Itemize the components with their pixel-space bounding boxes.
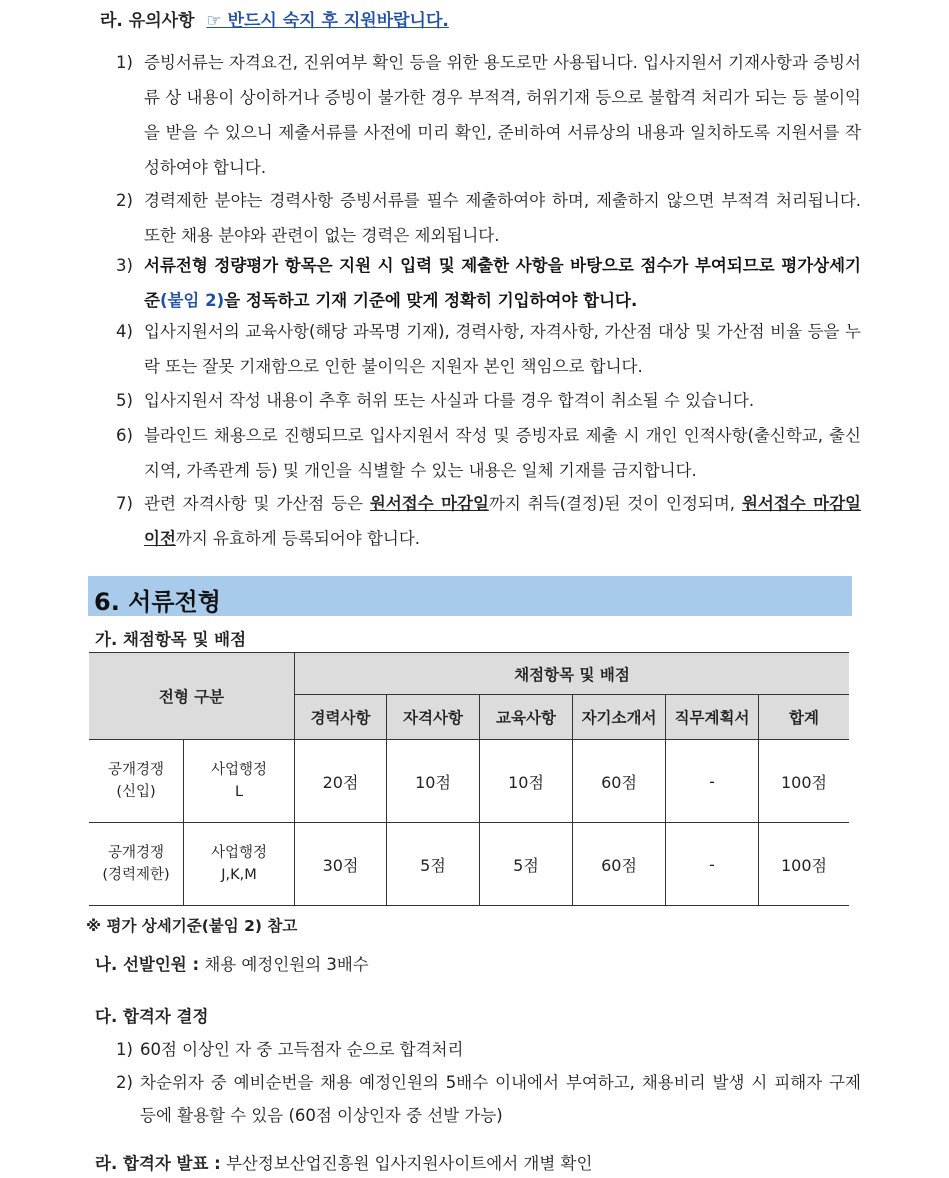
list-item-5	[116, 383, 861, 418]
col-header: 교육사항	[480, 695, 573, 740]
cell-value: 30점	[295, 823, 387, 906]
item-text: 입사지원서 작성 내용이 추후 허위 또는 사실과 다를 경우 합격이 취소될 수 있습니다.	[144, 391, 755, 410]
item-text	[144, 248, 861, 318]
section-header	[88, 576, 852, 616]
item-text: 증빙서류는 자격요건, 진위여부 확인 등을 위한 용도로만 사용됩니다. 입사지원서 기재사항과 증빙서류 상 내용이 상이하거나 증빙이 불가한 경우 부적격, 허위기재 등으로 불합격 처리가 되는 등 불이익을 받을 수 있으니 제출서류를 사전에 미리 확인, 준비하여 서류상의 내용과 일치하도록 지원서를 작성하여야 합니다.	[144, 53, 861, 177]
table-note: ※ 평가 상세기준(붙임 2) 참고	[86, 917, 298, 935]
item-number: 4)	[116, 322, 133, 341]
item-number: 3)	[116, 256, 133, 275]
item-text-part: 까지 취득(결정)된 것이 인정되며,	[488, 494, 742, 513]
item-number: 2)	[116, 191, 133, 210]
cell-value: -	[666, 823, 759, 906]
selection-count	[95, 951, 369, 975]
item-number: 1)	[116, 1040, 133, 1059]
cell-type	[89, 823, 184, 906]
col-header: 경력사항	[295, 695, 387, 740]
appendix-ref: (붙임 2)	[159, 291, 225, 310]
table-row	[89, 740, 849, 823]
cell-text: 공개경쟁	[107, 762, 165, 778]
item-text: 차순위자 중 예비순번을 채용 예정인원의 5배수 이내에서 부여하고, 채용비리 발생 시 피해자 구제 등에 활용할 수 있음 (60점 이상인자 중 선발 가능)	[140, 1073, 861, 1125]
item-text-part: 을 정독하고 기재 기준에 맞게 정확히 기입하여야 합니다.	[224, 291, 638, 310]
selection-label: 나. 선발인원 :	[95, 955, 200, 974]
subsection-title: 가. 채점항목 및 배점	[95, 630, 247, 649]
list-item-7	[116, 486, 861, 556]
list-item-6	[116, 418, 861, 488]
list-item-1	[116, 45, 861, 185]
announcement	[95, 1150, 592, 1174]
deadline-emphasis: 원서접수 마감일 이전	[144, 494, 861, 548]
announcement-text: 부산정보산업진흥원 입사지원사이트에서 개별 확인	[225, 1154, 593, 1173]
cell-text: (신입)	[116, 784, 156, 800]
cell-value: 5점	[387, 823, 480, 906]
cell-total: 100점	[759, 823, 850, 906]
item-number: 2)	[116, 1073, 133, 1092]
col-header: 합계	[759, 695, 850, 740]
heading-title: 라. 유의사항	[100, 11, 195, 31]
pass-decision-title: 다. 합격자 결정	[95, 1007, 209, 1026]
cell-value: 10점	[387, 740, 480, 823]
item-text: 60점 이상인 자 중 고득점자 순으로 합격처리	[140, 1040, 464, 1059]
pass-rule-1	[116, 1033, 861, 1066]
col-header: 자기소개서	[573, 695, 666, 740]
col-header: 자격사항	[387, 695, 480, 740]
cell-text: L	[234, 784, 244, 800]
announcement-label: 라. 합격자 발표 :	[95, 1154, 221, 1173]
cell-text: 사업행정	[210, 845, 268, 861]
deadline-emphasis: 원서접수 마감일	[369, 494, 489, 513]
cell-field	[184, 740, 295, 823]
cell-type	[89, 740, 184, 823]
section-title: 6. 서류전형	[94, 588, 221, 616]
item-number: 1)	[116, 53, 133, 72]
cell-value: 20점	[295, 740, 387, 823]
cell-total: 100점	[759, 740, 850, 823]
item-text-part: 관련 자격사항 및 가산점 등은	[144, 494, 370, 513]
item-number: 7)	[116, 494, 133, 513]
item-text-part: 까지 유효하게 등록되어야 합니다.	[175, 529, 421, 548]
item-text: 입사지원서의 교육사항(해당 과목명 기재), 경력사항, 자격사항, 가산점 대상 및 가산점 비율 등을 누락 또는 잘못 기재함으로 인한 불이익은 지원자 본인 책임으로 합니다.	[144, 322, 861, 376]
cell-value: 10점	[480, 740, 573, 823]
item-text: 블라인드 채용으로 진행되므로 입사지원서 작성 및 증빙자료 제출 시 개인 인적사항(출신학교, 출신지역, 가족관계 등) 및 개인을 식별할 수 있는 내용은 일체 기재를 금지합니다.	[144, 426, 861, 480]
notice-callout: ☞ 반드시 숙지 후 지원바랍니다.	[206, 11, 449, 31]
list-item-4	[116, 314, 861, 384]
cell-value: -	[666, 740, 759, 823]
cell-text: 공개경쟁	[107, 845, 165, 861]
selection-text: 채용 예정인원의 3배수	[204, 955, 369, 974]
item-text-part: 서류전형 정량평가 항목은 지원 시 입력 및 제출한 사항을 바탕으로 점수가 부여되므로 평가상세기준	[144, 256, 861, 310]
cell-text: J,K,M	[221, 867, 257, 883]
item-text: 경력제한 분야는 경력사항 증빙서류를 필수 제출하여야 하며, 제출하지 않으면 부적격 처리됩니다. 또한 채용 분야와 관련이 없는 경력은 제외됩니다.	[144, 191, 861, 245]
item-number: 5)	[116, 391, 133, 410]
header-type: 전형 구분	[89, 653, 295, 740]
item-number: 6)	[116, 426, 133, 445]
notice-heading	[100, 6, 449, 31]
list-item-3	[116, 248, 861, 318]
cell-value: 60점	[573, 740, 666, 823]
cell-text: 사업행정	[210, 762, 268, 778]
list-item-2	[116, 183, 861, 253]
cell-value: 60점	[573, 823, 666, 906]
header-items: 채점항목 및 배점	[295, 653, 850, 695]
cell-field	[184, 823, 295, 906]
pass-rule-2	[116, 1066, 861, 1132]
scoring-table	[89, 652, 849, 906]
col-header: 직무계획서	[666, 695, 759, 740]
cell-value: 5점	[480, 823, 573, 906]
item-text	[144, 486, 861, 556]
cell-text: (경력제한)	[102, 867, 170, 883]
table-row	[89, 823, 849, 906]
